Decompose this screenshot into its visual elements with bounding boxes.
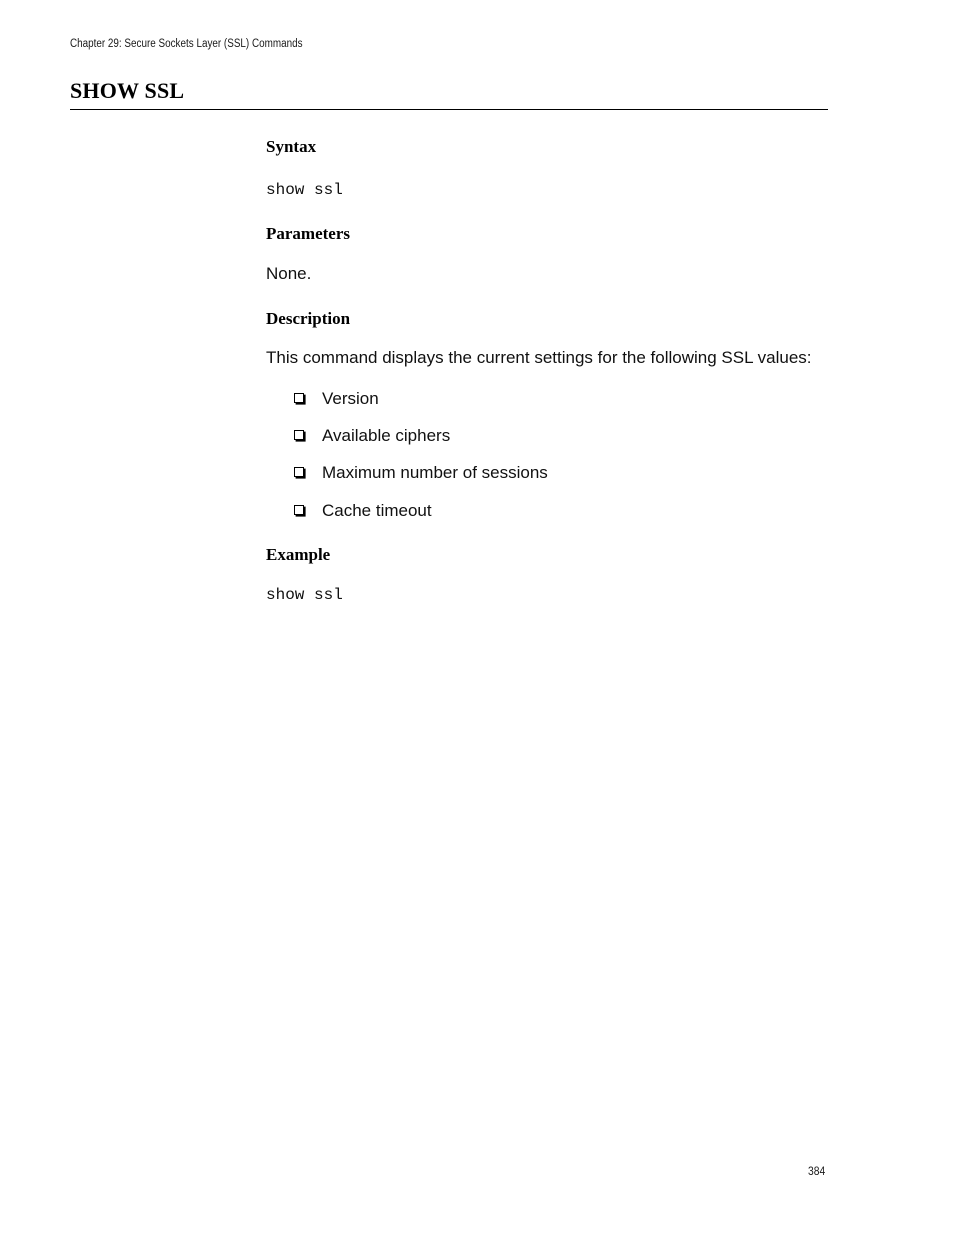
parameters-text: None. [266,264,312,283]
example-code: show ssl [266,586,343,604]
list-item-label: Available ciphers [322,426,451,445]
description-heading: Description [266,309,351,328]
parameters-heading: Parameters [266,224,351,243]
example-heading: Example [266,545,331,564]
list-item-label: Version [322,389,379,408]
checkbox-bullet-icon [294,393,304,403]
syntax-heading: Syntax [266,137,317,156]
page-number: 384 [808,1164,826,1178]
list-item-label: Cache timeout [322,501,432,520]
checkbox-bullet-icon [294,467,304,477]
description-text: This command displays the current settings for the following SSL values: [266,348,812,367]
syntax-code: show ssl [266,181,343,199]
checkbox-bullet-icon [294,505,304,515]
running-header: Chapter 29: Secure Sockets Layer (SSL) Commands [70,38,303,50]
list-item-label: Maximum number of sessions [322,463,548,482]
title-divider [70,109,828,110]
checkbox-bullet-icon [294,430,304,440]
page-title: SHOW SSL [70,78,185,103]
